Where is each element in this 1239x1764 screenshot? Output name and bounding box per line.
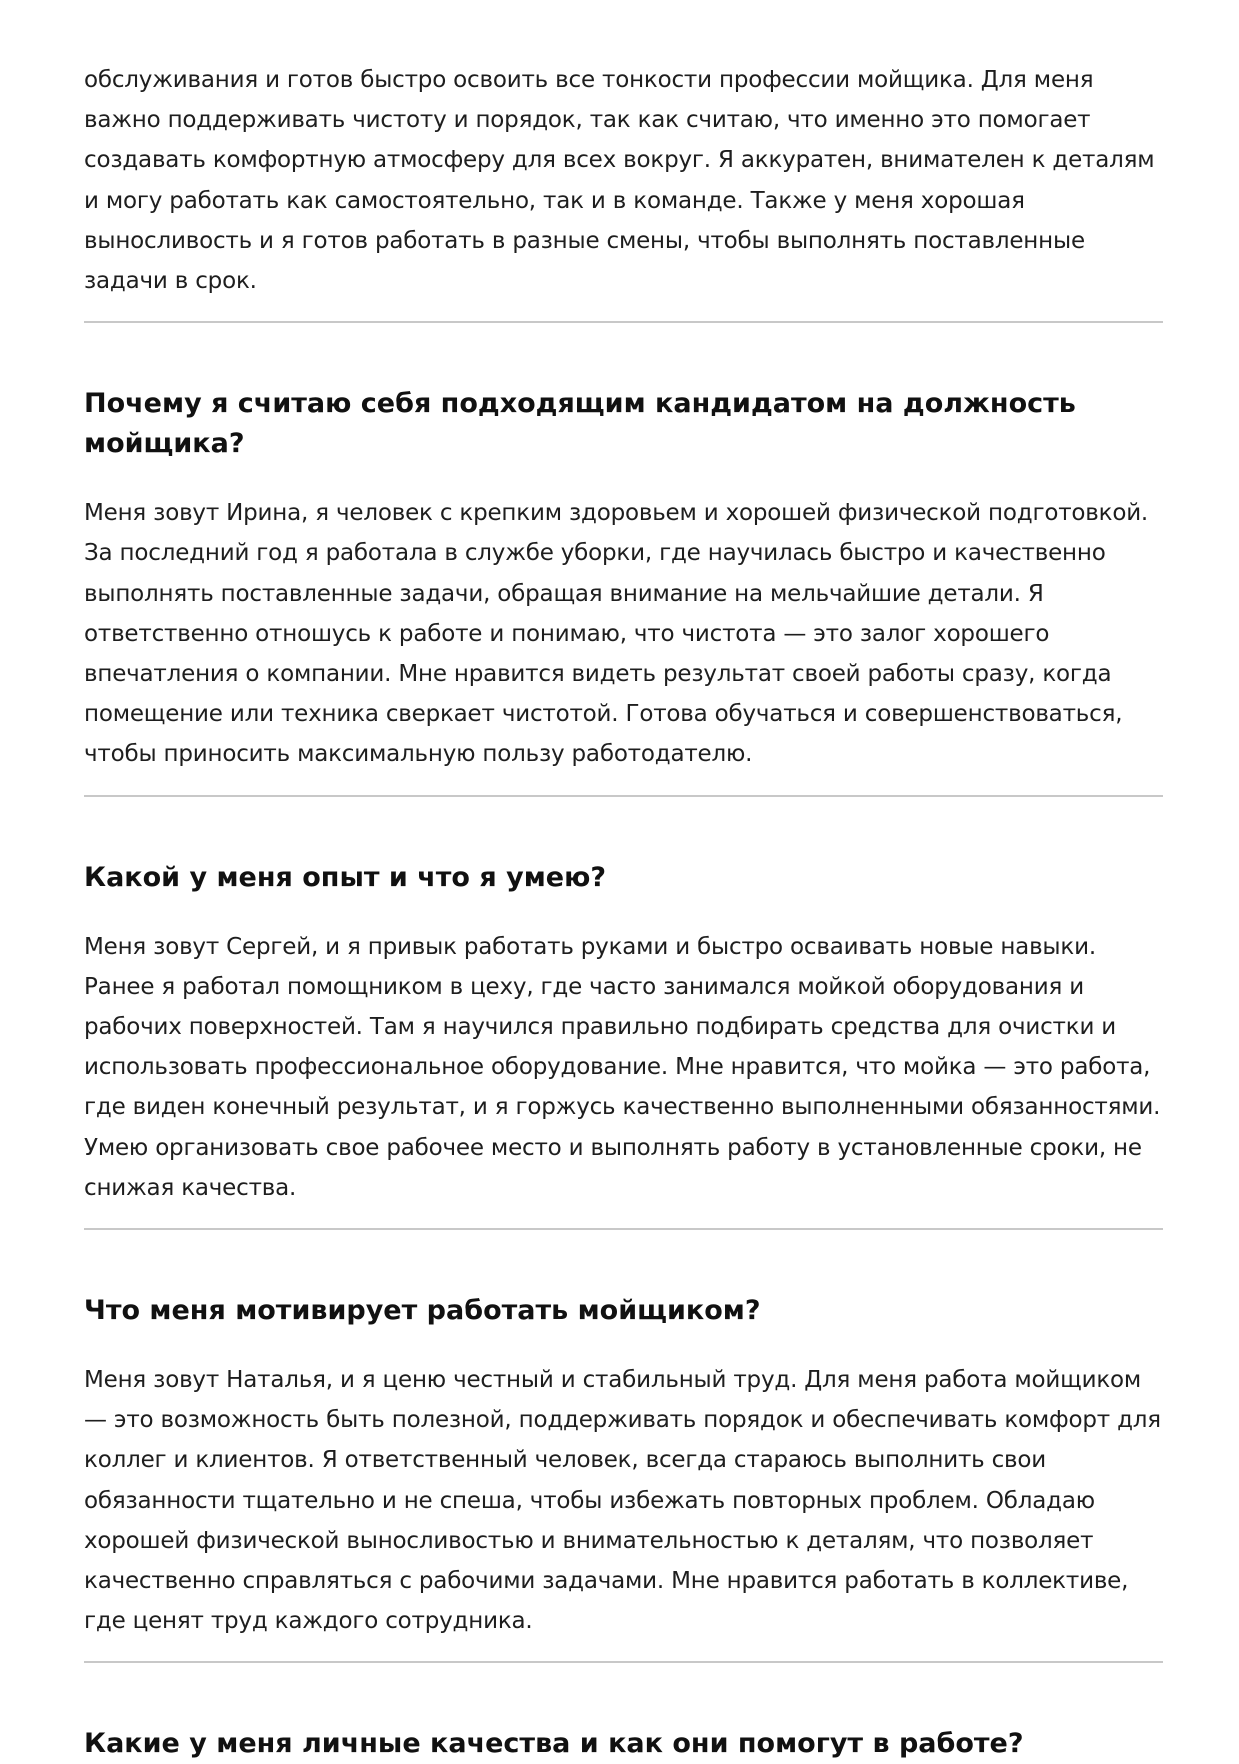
section-title: Что меня мотивирует работать мойщиком? [84, 1295, 761, 1327]
section-motivation [84, 1230, 1163, 1663]
section-suitability [84, 323, 1163, 796]
section-personal-qualities [84, 1663, 1163, 1764]
section-paragraph: Меня зовут Сергей, и я привык работать руками и быстро осваивать новые навыки. Ранее я работал помощником в цеху, где часто занимался мойкой оборудования и рабочих поверхностей. Там я научился правильно подбирать средства для очистки и использовать профессиональное оборудование. Мне нравится, что мойка — это работа, где виден конечный результат, и я горжусь качественно выполненными обязанностями. Умею организовать свое рабочее место и выполнять работу в установленные сроки, не снижая качества. [84, 933, 1161, 1201]
section-title: Какие у меня личные качества и как они помогут в работе? [84, 1728, 1024, 1760]
section-title: Почему я считаю себя подходящим кандидатом на должность мойщика? [84, 388, 1076, 460]
section-title: Какой у меня опыт и что я умею? [84, 861, 607, 893]
section-paragraph: Меня зовут Наталья, и я ценю честный и стабильный труд. Для меня работа мойщиком — это возможность быть полезной, поддерживать порядок и обеспечивать комфорт для коллег и клиентов. Я ответственный человек, всегда стараюсь выполнить свои обязанности тщательно и не спеша, чтобы избежать повторных проблем. Обладаю хорошей физической выносливостью и внимательностью к деталям, что позволяет качественно справляться с рабочими задачами. Мне нравится работать в коллективе, где ценят труд каждого сотрудника. [84, 1367, 1161, 1635]
document-page [84, 0, 1163, 1764]
section-paragraph: Меня зовут Ирина, я человек с крепким здоровьем и хорошей физической подготовкой. За последний год я работала в службе уборки, где научилась быстро и качественно выполнять поставленные задачи, обращая внимание на мельчайшие детали. Я ответственно отношусь к работе и понимаю, что чистота — это залог хорошего впечатления о компании. Мне нравится видеть результат своей работы сразу, когда помещение или техника сверкает чистотой. Готова обучаться и совершенствоваться, чтобы приносить максимальную пользу работодателю. [84, 500, 1149, 768]
intro-paragraph: обслуживания и готов быстро освоить все тонкости профессии мойщика. Для меня важно поддерживать чистоту и порядок, так как считаю, что именно это помогает создавать комфортную атмосферу для всех вокруг. Я аккуратен, внимателен к деталям и могу работать как самостоятельно, так и в команде. Также у меня хорошая выносливость и я готов работать в разные смены, чтобы выполнять поставленные задачи в срок. [84, 67, 1155, 295]
section-experience [84, 797, 1163, 1230]
